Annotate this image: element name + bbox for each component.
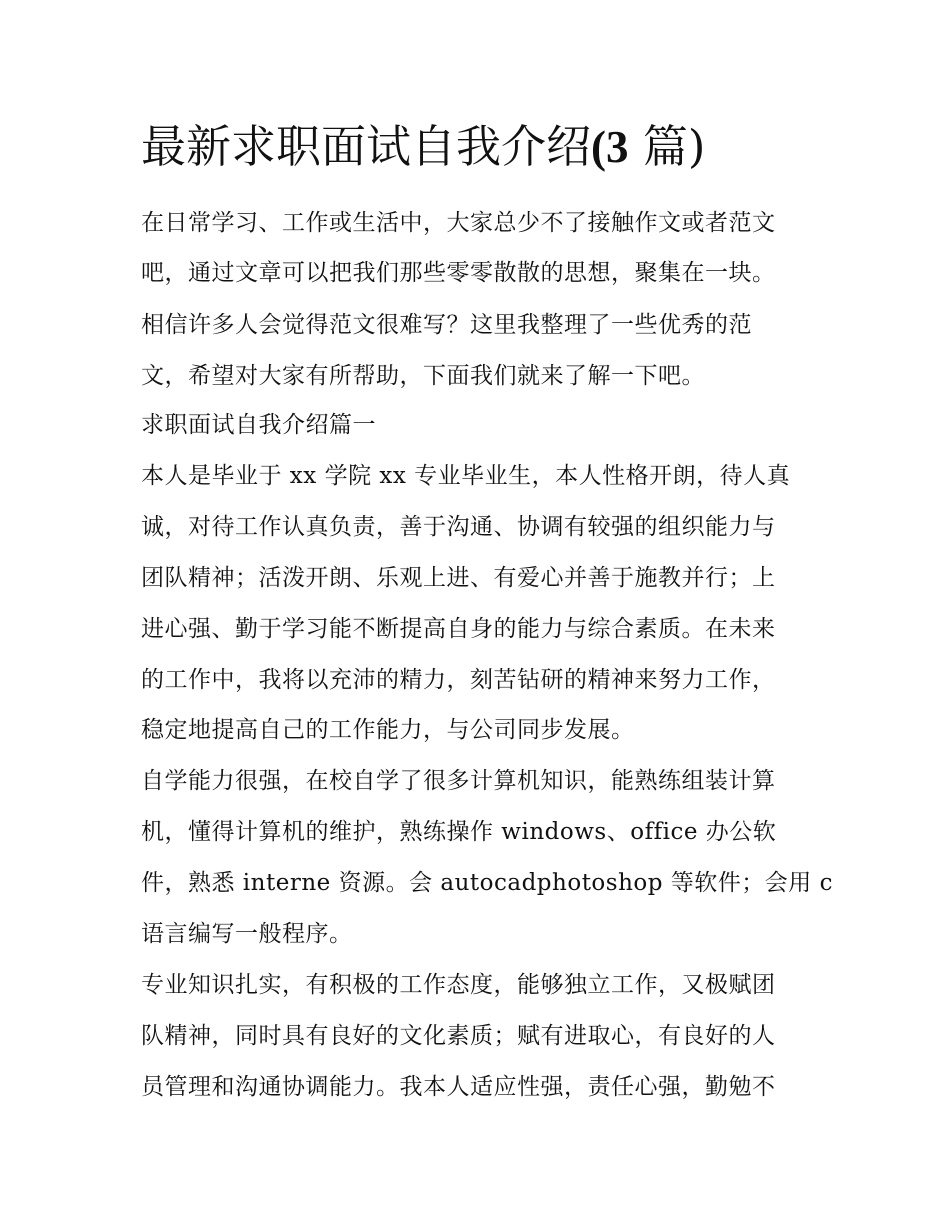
body-line: 自学能力很强，在校自学了很多计算机知识，能熟练组装计算: [141, 768, 776, 794]
body-line: 件，熟悉 interne 资源。会 autocadphotoshop 等软件；会用 c: [141, 870, 833, 896]
body-line: 机，懂得计算机的维护，熟练操作 windows、office 办公软: [141, 819, 777, 845]
section-heading: 求职面试自我介绍篇一: [141, 412, 376, 438]
body-line: 进心强、勤于学习能不断提高自身的能力与综合素质。在未来: [141, 616, 776, 642]
body-line: 语言编写一般程序。: [141, 921, 353, 947]
document-title: [141, 112, 705, 182]
body-line: 的工作中，我将以充沛的精力，刻苦钻研的精神来努力工作，: [141, 667, 776, 693]
body-line: 文，希望对大家有所帮助，下面我们就来了解一下吧。: [141, 363, 705, 389]
title-count: (3: [591, 122, 629, 172]
body-line: 队精神，同时具有良好的文化素质；赋有进取心，有良好的人: [141, 1023, 776, 1049]
body-line: 专业知识扎实，有积极的工作态度，能够独立工作，又极赋团: [141, 972, 776, 998]
body-line: 诚，对待工作认真负责，善于沟通、协调有较强的组织能力与: [141, 514, 776, 540]
body-line: 本人是毕业于 xx 学院 xx 专业毕业生，本人性格开朗，待人真: [141, 463, 791, 489]
body-line: 稳定地提高自己的工作能力，与公司同步发展。: [141, 717, 635, 743]
body-line: 相信许多人会觉得范文很难写？这里我整理了一些优秀的范: [141, 312, 752, 338]
body-line: 吧，通过文章可以把我们那些零零散散的思想，聚集在一块。: [141, 260, 776, 286]
body-line: 在日常学习、工作或生活中，大家总少不了接触作文或者范文: [141, 210, 776, 236]
body-line: 员管理和沟通协调能力。我本人适应性强，责任心强，勤勉不: [141, 1074, 776, 1100]
title-main: 最新求职面试自我介绍: [141, 120, 592, 173]
body-line: 团队精神；活泼开朗、乐观上进、有爱心并善于施教并行；上: [141, 565, 776, 591]
title-tail: 篇): [642, 120, 706, 173]
